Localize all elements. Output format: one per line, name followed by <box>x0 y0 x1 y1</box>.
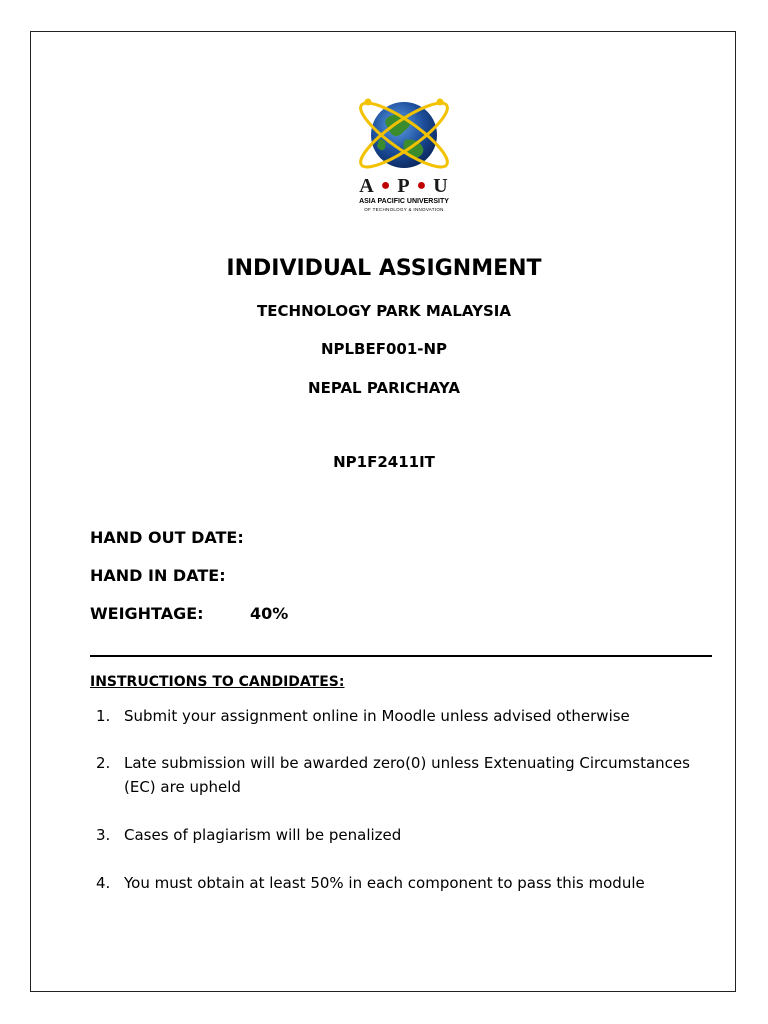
instruction-number: 3. <box>96 826 111 844</box>
hand-out-date-label: HAND OUT DATE: <box>90 528 244 547</box>
intake-code: NP1F2411IT <box>333 453 435 471</box>
globe-logo-icon <box>339 90 469 175</box>
logo-tagline: OF TECHNOLOGY & INNOVATION <box>364 207 444 212</box>
hand-in-date-label: HAND IN DATE: <box>90 566 226 585</box>
instructions-heading: INSTRUCTIONS TO CANDIDATES: <box>90 674 345 690</box>
module-name: NEPAL PARICHAYA <box>308 379 460 397</box>
module-code: NPLBEF001-NP <box>320 340 448 358</box>
weightage-label: WEIGHTAGE: <box>90 604 204 623</box>
instruction-text: Submit your assignment online in Moodle unless advised otherwise <box>124 707 630 725</box>
apu-logo <box>339 90 469 215</box>
institution-name: TECHNOLOGY PARK MALAYSIA <box>257 302 511 320</box>
logo-university-name: ASIA PACIFIC UNIVERSITY <box>359 198 449 205</box>
instruction-number: 2. <box>96 754 111 772</box>
instruction-text: You must obtain at least 50% in each component to pass this module <box>124 874 645 892</box>
page-title: INDIVIDUAL ASSIGNMENT <box>226 256 542 281</box>
instruction-number: 4. <box>96 874 111 892</box>
weightage-value: 40% <box>250 604 289 623</box>
instruction-text: Late submission will be awarded zero(0) unless Extenuating Circumstances (EC) are upheld <box>124 754 690 796</box>
instruction-number: 1. <box>96 707 111 725</box>
section-divider <box>90 655 712 657</box>
logo-acronym: A ● P ● U <box>359 175 449 197</box>
instruction-text: Cases of plagiarism will be penalized <box>124 826 402 844</box>
